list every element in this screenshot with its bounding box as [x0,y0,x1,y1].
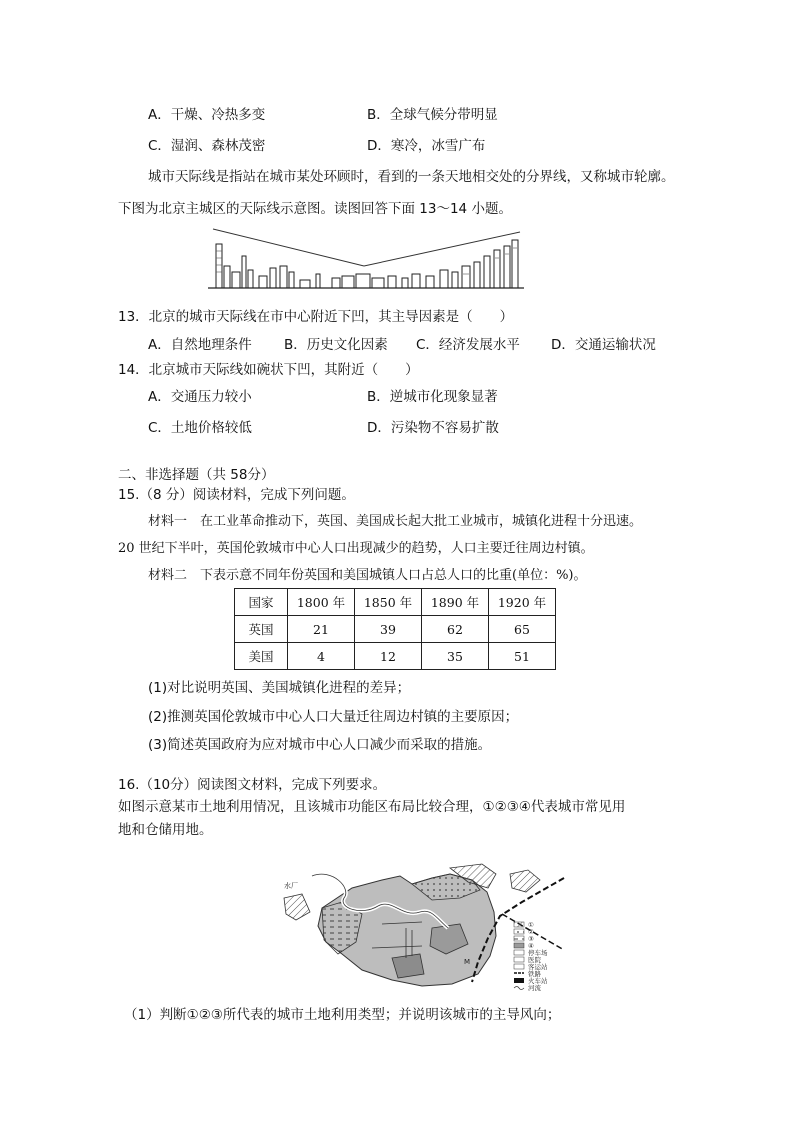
table-header-cell: 1800 年 [288,589,355,616]
legend-item-river: 河流 [528,984,541,992]
q15-material1-line2: 20 世纪下半叶，英国伦敦城市中心人口出现减少的趋势，人口主要迁往周边村镇。 [118,541,594,556]
skyline-figure [204,226,526,292]
q15-sub2: (2)推测英国伦敦城市中心人口大量迁往周边村镇的主要原因； [148,709,519,725]
section2-heading: 二、非选择题（共 58分） [118,467,275,483]
table-header-cell: 1850 年 [355,589,422,616]
q13-option-d: D．交通运输状况 [551,337,656,353]
q15-sub1: (1)对比说明英国、美国城镇化进程的差异； [148,680,411,696]
table-cell: 65 [489,616,556,643]
q13-option-a: A．自然地理条件 [148,337,252,353]
legend-item-1: ① [528,921,534,929]
table-row [235,616,556,643]
table-row [235,643,556,670]
q12-option-c: C．湿润、森林茂密 [148,138,266,154]
map-label-m: M [464,958,471,966]
table-header-cell: 1890 年 [422,589,489,616]
q16-desc-line2: 地和仓储用地。 [118,822,213,838]
q15-material2: 材料二 下表示意不同年份英国和美国城镇人口占总人口的比重(单位：%)。 [148,568,587,583]
table-cell: 39 [355,616,422,643]
table-header-cell: 国家 [235,589,288,616]
table-cell: 12 [355,643,422,670]
table-cell: 62 [422,616,489,643]
legend-item-3: ③ [528,935,534,943]
q16-sub1: （1）判断①②③所代表的城市土地利用类型；并说明该城市的主导风向； [124,1007,561,1023]
legend-item-railway: 铁路 [528,970,541,978]
table-cell: 35 [422,643,489,670]
table-cell: 51 [489,643,556,670]
legend-item-4: ④ [528,942,534,950]
table-header-row [235,589,556,616]
land-use-map [282,858,572,992]
table-cell: 美国 [235,643,288,670]
q14-option-d: D．污染物不容易扩散 [367,420,499,436]
q12-option-b: B．全球气候分带明显 [367,107,498,123]
table-cell: 21 [288,616,355,643]
table-cell: 英国 [235,616,288,643]
q13-option-c: C．经济发展水平 [416,337,520,353]
table-cell: 4 [288,643,355,670]
map-label-water-plant: 水厂 [284,882,298,890]
q16-desc-line1: 如图示意某市土地利用情况，且该城市功能区布局比较合理，①②③④代表城市常见用 [118,799,626,815]
legend-item-train-station: 火车站 [528,977,548,985]
urbanization-table [234,588,556,670]
legend-item-2: ② [528,928,534,936]
skyline-intro-line2: 下图为北京主城区的天际线示意图。读图回答下面 13～14 小题。 [118,201,512,217]
q12-option-a: A．干燥、冷热多变 [148,107,266,123]
q15-stem: 15.（8 分）阅读材料，完成下列问题。 [118,487,355,503]
legend-item-parking: 停车场 [528,949,548,957]
q14-option-b: B．逆城市化现象显著 [367,389,498,405]
q15-sub3: (3)简述英国政府为应对城市中心人口减少而采取的措施。 [148,737,492,753]
q14-option-c: C．土地价格较低 [148,420,252,436]
table-header-cell: 1920 年 [489,589,556,616]
q16-stem: 16.（10分）阅读图文材料，完成下列要求。 [118,777,387,793]
q14-stem: 14．北京城市天际线如碗状下凹，其附近（ ） [118,362,419,378]
q12-option-d: D．寒冷，冰雪广布 [367,138,486,154]
q13-stem: 13．北京的城市天际线在市中心附近下凹，其主导因素是（ ） [118,309,514,325]
legend-item-hospital: 医院 [528,956,541,964]
skyline-intro-line1: 城市天际线是指站在城市某处环顾时，看到的一条天地相交处的分界线，又称城市轮廓。 [148,169,675,185]
q15-material1-line1: 材料一 在工业革命推动下，英国、美国成长起大批工业城市，城镇化进程十分迅速。 [148,514,643,529]
q13-option-b: B．历史文化因素 [284,337,388,353]
q14-option-a: A．交通压力较小 [148,389,252,405]
legend-item-bus-station: 客运站 [528,963,548,971]
